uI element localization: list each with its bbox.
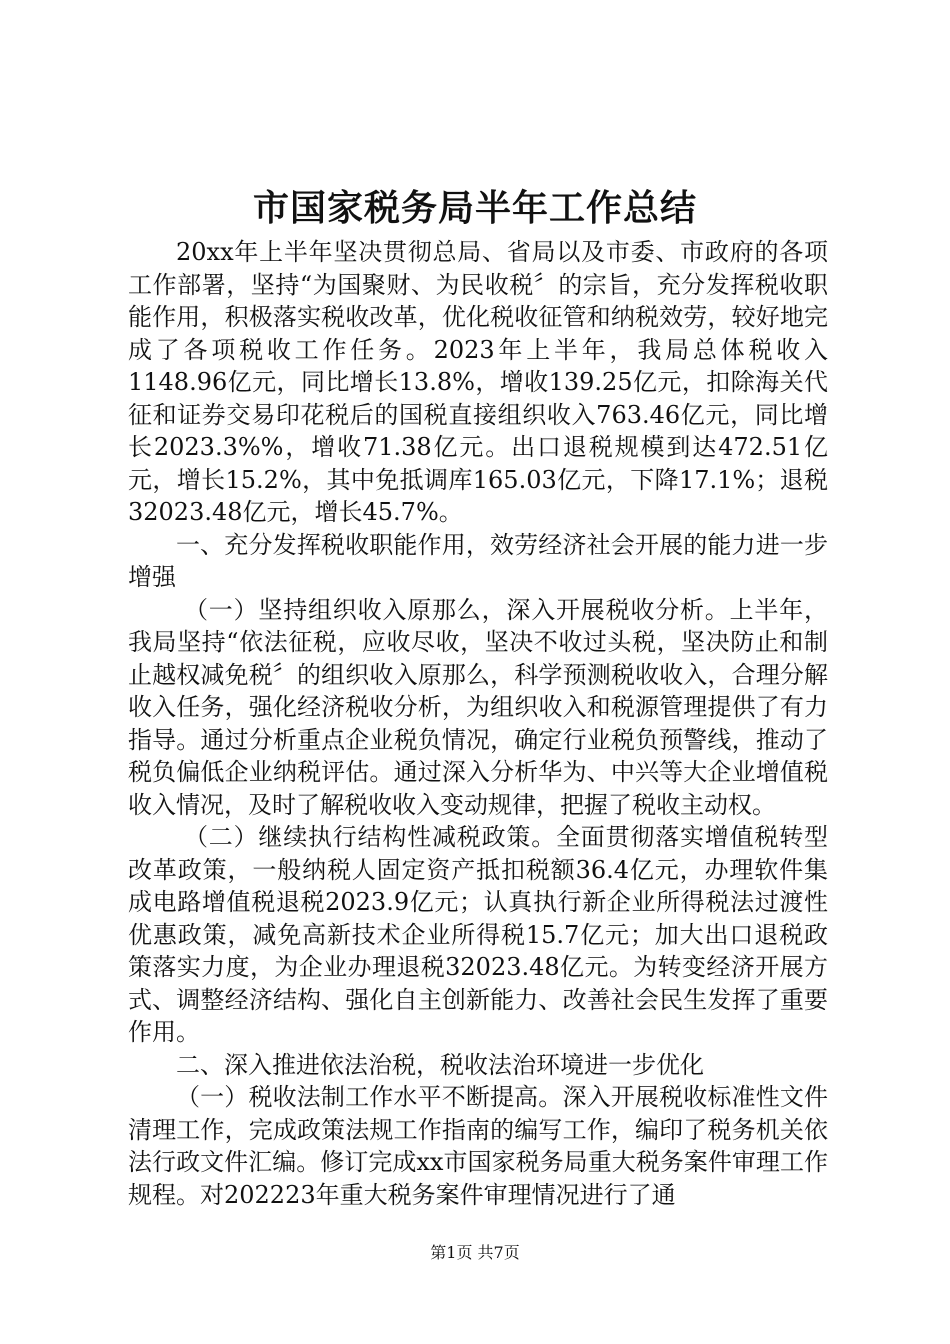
paragraph-intro: 20xx年上半年坚决贯彻总局、省局以及市委、市政府的各项工作部署，坚持“为国聚财、为民收税〞的宗旨，充分发挥税收职能作用，积极落实税收改革，优化税收征管和纳税效劳，较好地完成了各项税收工作任务。2023年上半年，我局总体税收入1148.96亿元，同比增长13.8%，增收139.25亿元，扣除海关代征和证券交易印花税后的国税直接组织收入763.46亿元，同比增长2023.3%%，增收71.38亿元。出口退税规模到达472.51亿元，增长15.2%，其中免抵调库165.03亿元，下降17.1%；退税32023.48亿元，增长45.7%。: [128, 238, 828, 526]
heading-section-2: 二、深入推进依法治税，税收法治环境进一步优化: [176, 1050, 704, 1079]
paragraph-section-1-1: （一）坚持组织收入原那么，深入开展税收分析。上半年，我局坚持“依法征税，应收尽收，坚决不收过头税，坚决防止和制止越权减免税〞的组织收入原那么，科学预测税收收入，合理分解收入任务，强化经济税收分析，为组织收入和税源管理提供了有力指导。通过分析重点企业税负情况，确定行业税负预警线，推动了税负偏低企业纳税评估。通过深入分析华为、中兴等大企业增值税收入情况，及时了解税收收入变动规律，把握了税收主动权。: [128, 595, 828, 819]
document-title: 市国家税务局半年工作总结: [252, 187, 697, 229]
document-body: [128, 236, 828, 1211]
paragraph-section-1-2: （二）继续执行结构性减税政策。全面贯彻落实增值税转型改革政策，一般纳税人固定资产抵扣税额36.4亿元，办理软件集成电路增值税退税2023.9亿元；认真执行新企业所得税法过渡性优惠政策，减免高新技术企业所得税15.7亿元；加大出口退税政策落实力度，为企业办理退税32023.48亿元。为转变经济开展方式、调整经济结构、强化自主创新能力、改善社会民生发挥了重要作用。: [128, 823, 828, 1046]
heading-section-1: 一、充分发挥税收职能作用，效劳经济社会开展的能力进一步增强: [128, 530, 828, 591]
page-number-footer: 第1页 共7页: [430, 1243, 520, 1262]
paragraph-section-2-1: （一）税收法制工作水平不断提高。深入开展税收标准性文件清理工作，完成政策法规工作指南的编写工作，编印了税务机关依法行政文件汇编。修订完成xx市国家税务局重大税务案件审理工作规程。对202223年重大税务案件审理情况进行了通: [128, 1083, 828, 1209]
